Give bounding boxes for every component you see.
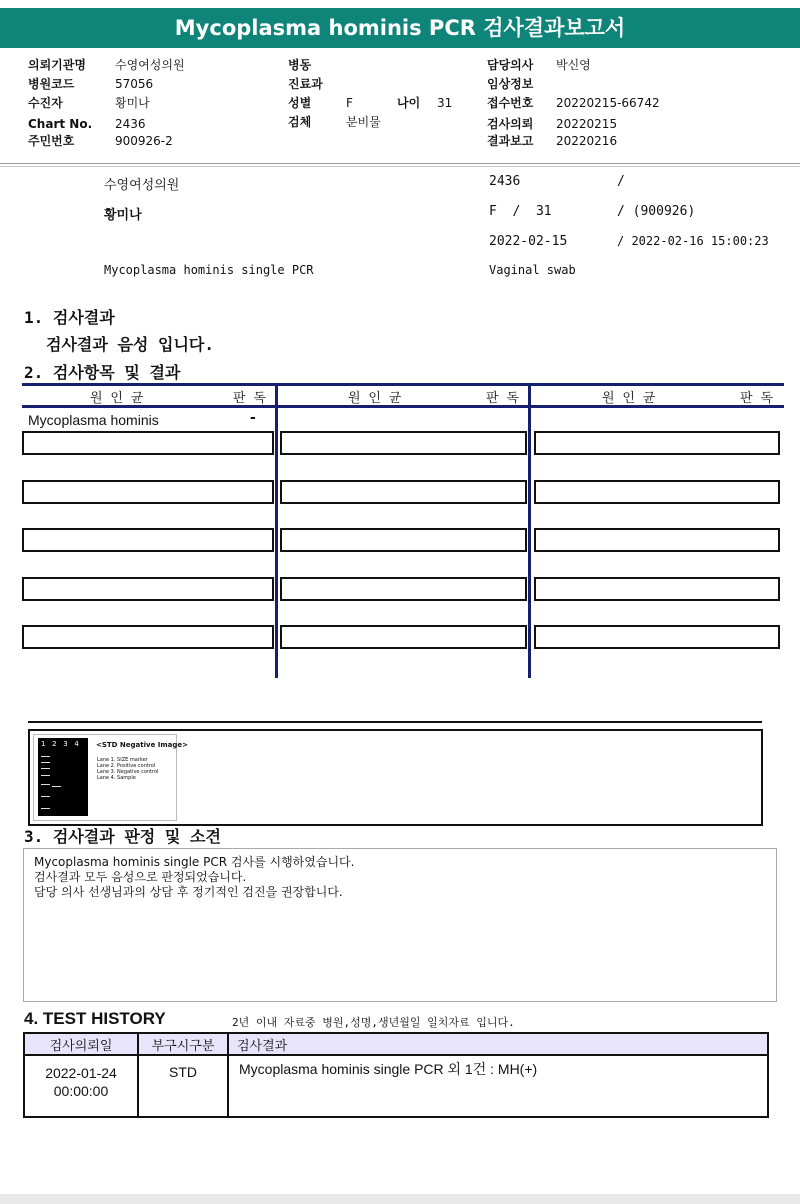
result-cell [280,480,527,504]
gel-caption-lane: Lane 3. Negative control [97,769,159,775]
header-label: 임상정보 [487,77,534,91]
image-panel-rule [28,721,762,723]
summary-specimen: Vaginal swab [489,263,576,277]
gel-band [41,784,50,785]
result-cell [280,577,527,601]
header-value: 20220215 [556,117,618,131]
section1-result: 검사결과 음성 입니다. [46,335,215,354]
results-grid-top-rule [22,383,784,386]
header-value: 분비물 [346,115,381,129]
header-value: 57056 [115,77,154,91]
header-value: 황미나 [115,96,150,110]
findings-box [23,848,777,1002]
col-header-reading: 판 독 [486,391,519,406]
header-label: 검사의뢰 [487,117,534,131]
header-label: 병원코드 [28,77,75,91]
history-col-header: 부구시구분 [138,1033,228,1055]
header-value: 수영여성의원 [115,58,185,72]
result-cell [22,480,274,504]
section2-title: 2. 검사항목 및 결과 [24,363,181,382]
gel-caption-lane: Lane 2. Positive control [97,763,156,769]
gel-band [41,768,50,769]
header-label: 진료과 [288,77,323,91]
table-row [24,1055,768,1117]
history-col-header: 검사결과 [228,1033,768,1055]
result-cell [534,431,780,455]
findings-line: 검사결과 모두 음성으로 판정되었습니다. [34,870,247,884]
header-label: 주민번호 [28,134,75,148]
report-title: Mycoplasma hominis PCR 검사결과보고서 [0,8,800,48]
findings-line: 담당 의사 선생님과의 상담 후 정기적인 검진을 권장합니다. [34,885,343,899]
result-cell [534,577,780,601]
history-table [23,1032,769,1118]
header-label: 접수번호 [487,96,534,110]
gel-lane-numbers: 1 2 3 4 [41,740,79,748]
result-cell [280,431,527,455]
summary-report-datetime: / 2022-02-16 15:00:23 [617,234,769,248]
result-cell [534,528,780,552]
header-label: 검체 [288,115,312,129]
header-value: F [346,96,353,110]
gel-band [41,756,50,757]
header-label: Chart No. [28,117,93,131]
history-result: Mycoplasma hominis single PCR 외 1건 : MH(+) [228,1055,768,1117]
summary-test-name: Mycoplasma hominis single PCR [104,263,314,277]
summary-id: / (900926) [617,204,696,219]
result-cell [280,625,527,649]
result-cell [22,528,274,552]
findings-line: Mycoplasma hominis single PCR 검사를 시행하였습니다. [34,855,355,869]
header-label: 병동 [288,58,312,72]
result-cell [22,431,274,455]
header-value: 박신영 [556,58,591,72]
header-label: 결과보고 [487,134,534,148]
history-col-header: 검사의뢰일 [24,1033,138,1055]
age-label: 나이 [397,96,421,110]
section1-title: 1. 검사결과 [24,308,115,327]
header-label: 담당의사 [487,58,534,72]
gel-caption-lane: Lane 4. Sample [97,775,136,781]
section3-title: 3. 검사결과 판정 및 소견 [24,827,221,846]
result-cell [534,625,780,649]
result-cell [280,528,527,552]
header-value: 900926-2 [115,134,173,148]
gel-caption-title: <STD Negative Image> [96,741,189,749]
section4-title: 4. TEST HISTORY [24,1009,166,1028]
result-reading: - [250,410,256,426]
header-value: 20220216 [556,134,618,148]
col-header-reading: 판 독 [740,391,773,406]
col-header-organism: 원 인 균 [602,391,656,406]
result-cell [22,625,274,649]
header-divider [0,166,800,167]
summary-clinic: 수영여성의원 [104,178,180,193]
result-cell [534,480,780,504]
history-time: 00:00:00 [53,1083,109,1099]
gel-band [41,796,50,797]
gel-band [41,775,50,776]
history-date: 2022-01-24 [45,1065,117,1081]
result-organism: Mycoplasma hominis [28,412,159,428]
summary-slash: / [617,174,625,189]
header-value: 2436 [115,117,146,131]
gel-band [41,808,50,809]
summary-patient: 황미나 [104,208,142,223]
col-header-reading: 판 독 [233,391,266,406]
col-header-organism: 원 인 균 [90,391,144,406]
summary-chart-no: 2436 [489,174,521,189]
col-header-organism: 원 인 균 [348,391,402,406]
header-label: 의뢰기관명 [28,58,86,72]
summary-sex-age: F / 31 [489,204,552,219]
header-divider [0,163,800,164]
gel-band [52,786,61,787]
results-grid-divider [528,383,531,678]
header-label: 수진자 [28,96,63,110]
summary-request-date: 2022-02-15 [489,234,568,249]
history-note: 2년 이내 자료중 병원,성명,생년월일 일치자료 입니다. [232,1016,515,1029]
gel-image [38,738,88,816]
header-value: 20220215-66742 [556,96,660,110]
age-value: 31 [437,96,453,110]
page-bottom-edge [0,1194,800,1204]
results-grid-divider [275,383,278,678]
result-cell [22,577,274,601]
gel-caption-lane: Lane 1. SIZE marker [97,757,148,763]
header-label: 성별 [288,96,312,110]
history-date-cell [24,1055,138,1117]
history-type: STD [138,1055,228,1117]
gel-band [41,762,50,763]
